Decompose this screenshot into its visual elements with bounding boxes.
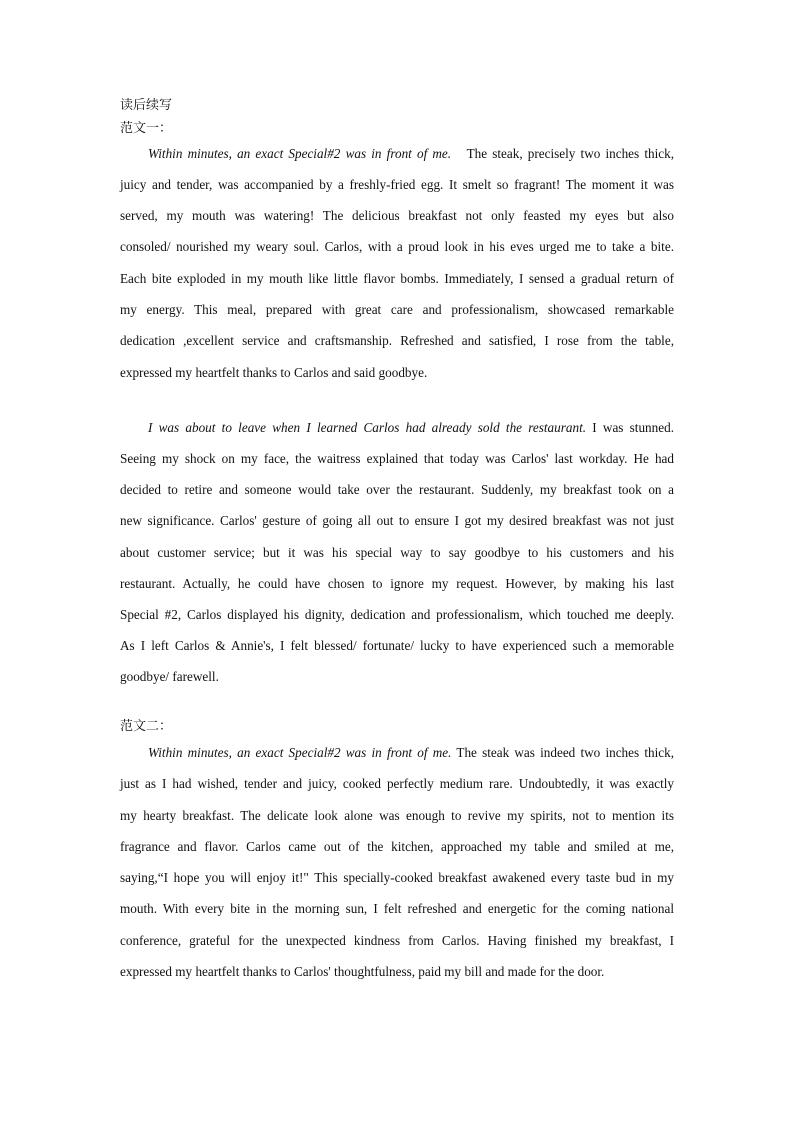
sample-1-p1-line-1	[148, 146, 674, 162]
text-line: dedication ,excellent service and craftsmanship. Refreshed and satisfied, I rose from the table,	[120, 333, 674, 348]
sample-2-p1-line-1	[148, 745, 674, 761]
text-line: saying,“I hope you will enjoy it!" This specially-cooked breakfast awakened every taste bud in my	[120, 870, 674, 885]
text-line: restaurant. Actually, he could have chosen to ignore my request. However, by making his last	[120, 576, 674, 591]
text-line: fragrance and flavor. Carlos came out of the kitchen, approached my table and smiled at me,	[120, 839, 674, 854]
sample-1-p2-line-1	[148, 420, 674, 436]
text-line: new significance. Carlos' gesture of going all out to ensure I got my desired breakfast was not just	[120, 513, 674, 528]
text-line: just as I had wished, tender and juicy, cooked perfectly medium rare. Undoubtedly, it was exactly	[120, 776, 674, 791]
text-line: mouth. With every bite in the morning sun, I felt refreshed and energetic for the coming national	[120, 901, 674, 916]
sample-1-p2-lead: I was about to leave when I learned Carlos had already sold the restaurant.	[148, 420, 587, 435]
sample-2-p1-line1-rest: The steak was indeed two inches thick,	[456, 745, 674, 760]
sample-1-label: 范文一：	[120, 121, 173, 136]
text-line: my energy. This meal, prepared with great care and professionalism, showcased remarkable	[120, 302, 674, 317]
text-line: about customer service; but it was his special way to say goodbye to his customers and his	[120, 545, 674, 560]
text-line: my hearty breakfast. The delicate look alone was enough to revive my spirits, not to mention its	[120, 808, 674, 823]
text-line: decided to retire and someone would take over the restaurant. Suddenly, my breakfast took on a	[120, 482, 674, 497]
text-line: conference, grateful for the unexpected kindness from Carlos. Having finished my breakfast, I	[120, 933, 674, 948]
sample-1-p1-lead: Within minutes, an exact Special#2 was in front of me.	[148, 146, 452, 161]
sample-2-p1-lead: Within minutes, an exact Special#2 was in front of me.	[148, 745, 452, 760]
text-line: consoled/ nourished my weary soul. Carlos, with a proud look in his eves urged me to take a bite.	[120, 239, 674, 254]
page-title: 读后续写	[120, 98, 173, 113]
text-line: Seeing my shock on my face, the waitress explained that today was Carlos' last workday. He had	[120, 451, 674, 466]
sample-1-p2-line1-rest: I was stunned.	[592, 420, 674, 435]
sample-2-label: 范文二：	[120, 719, 173, 734]
text-line: expressed my heartfelt thanks to Carlos' thoughtfulness, paid my bill and made for the door.	[120, 964, 605, 979]
text-line: juicy and tender, was accompanied by a freshly-fried egg. It smelt so fragrant! The moment it was	[120, 177, 674, 192]
text-line: As I left Carlos & Annie's, I felt blessed/ fortunate/ lucky to have experienced such a memorable	[120, 638, 674, 653]
text-line: expressed my heartfelt thanks to Carlos and said goodbye.	[120, 365, 428, 380]
text-line: Special #2, Carlos displayed his dignity, dedication and professionalism, which touched me deeply.	[120, 607, 674, 622]
text-line: served, my mouth was watering! The delicious breakfast not only feasted my eyes but also	[120, 208, 674, 223]
text-line: Each bite exploded in my mouth like little flavor bombs. Immediately, I sensed a gradual return of	[120, 271, 674, 286]
text-line: goodbye/ farewell.	[120, 669, 219, 684]
sample-1-p1-line1-rest: The steak, precisely two inches thick,	[466, 146, 674, 161]
